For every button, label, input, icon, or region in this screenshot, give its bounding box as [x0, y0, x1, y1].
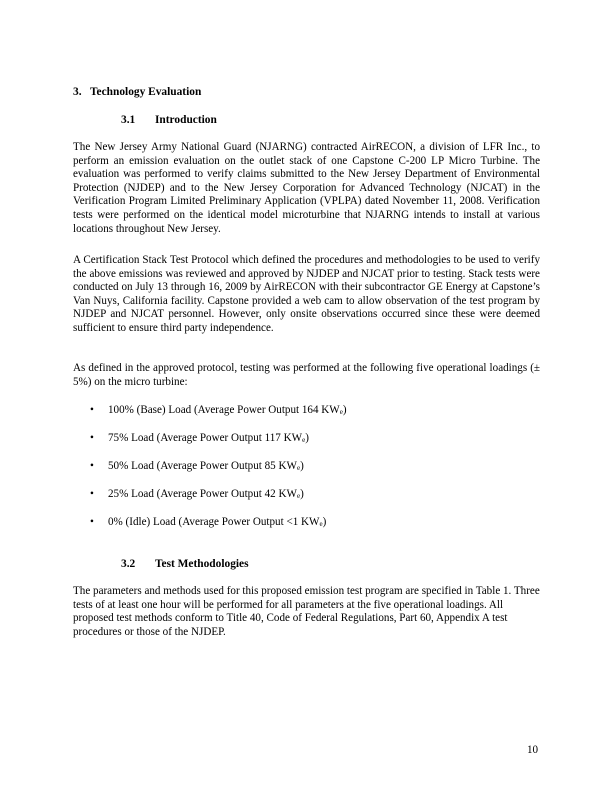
list-item: • 25% Load (Average Power Output 42 $KW_e$)	[90, 488, 304, 500]
bullet-icon: •	[90, 516, 94, 528]
paragraph-loadings: As defined in the approved protocol, testing was performed at the following five operational loadings (± 5%) on the micro turbine:	[73, 362, 540, 388]
subsection-title: Introduction	[155, 114, 217, 126]
list-item: • 0% (Idle) Load (Average Power Output <1 $KW_e$)	[90, 516, 327, 528]
subsection-heading-introduction	[121, 114, 217, 128]
paragraph-introduction: The New Jersey Army National Guard (NJARNG) contracted AirRECON, a division of LFR Inc., to perform an emission evaluation on the outlet stack of one Capstone C-200 LP Micro Turbine. The evaluation was performed to verify claims submitted to the New Jersey Department of Environmental Protection (NJDEP) and to the New Jersey Corporation for Advanced Technology (NJCAT) in the Verification Program Limited Preliminary Application (VPLPA) dated November 11, 2008. Verification tests were performed on the identical model microturbine that NJARNG intends to install at various locations throughout New Jersey.	[73, 141, 540, 235]
list-item: • 50% Load (Average Power Output 85 $KW_e$)	[90, 460, 304, 472]
bullet-icon: •	[90, 488, 94, 500]
bullet-icon: •	[90, 432, 94, 444]
bullet-icon: •	[90, 460, 94, 472]
bullet-icon: •	[90, 404, 94, 416]
list-item: • 100% (Base) Load (Average Power Output 164 $KW_e$)	[90, 404, 347, 416]
subsection-number: 3.1	[121, 114, 136, 126]
section-title: Technology Evaluation	[90, 86, 202, 98]
subsection-number: 3.2	[121, 558, 136, 570]
list-item: • 75% Load (Average Power Output 117 $KW_e$)	[90, 432, 309, 444]
section-heading	[73, 86, 201, 100]
section-number: 3.	[73, 86, 82, 98]
paragraph-protocol: A Certification Stack Test Protocol which defined the procedures and methodologies to be used to verify the above emissions was reviewed and approved by NJDEP and NJCAT prior to testing. Stack tests were conducted on July 13 through 16, 2009 by AirRECON with their subcontractor GE Energy at Capstone’s Van Nuys, California facility. Capstone provided a web cam to allow observation of the test program by NJDEP and NJCAT personnel. However, only onsite observations occurred since these were deemed sufficient to ensure third party independence.	[73, 254, 540, 334]
subsection-heading-test-methodologies	[121, 558, 249, 572]
subsection-title: Test Methodologies	[155, 558, 249, 570]
page-number: 10	[527, 744, 539, 756]
paragraph-test-methodologies: The parameters and methods used for this proposed emission test program are specified in Table 1. Three tests of at least one hour will be performed for all parameters at the five operational loadings. All proposed test methods conform to Title 40, Code of Federal Regulations, Part 60, Appendix A test procedures or those of the NJDEP.	[73, 585, 540, 638]
